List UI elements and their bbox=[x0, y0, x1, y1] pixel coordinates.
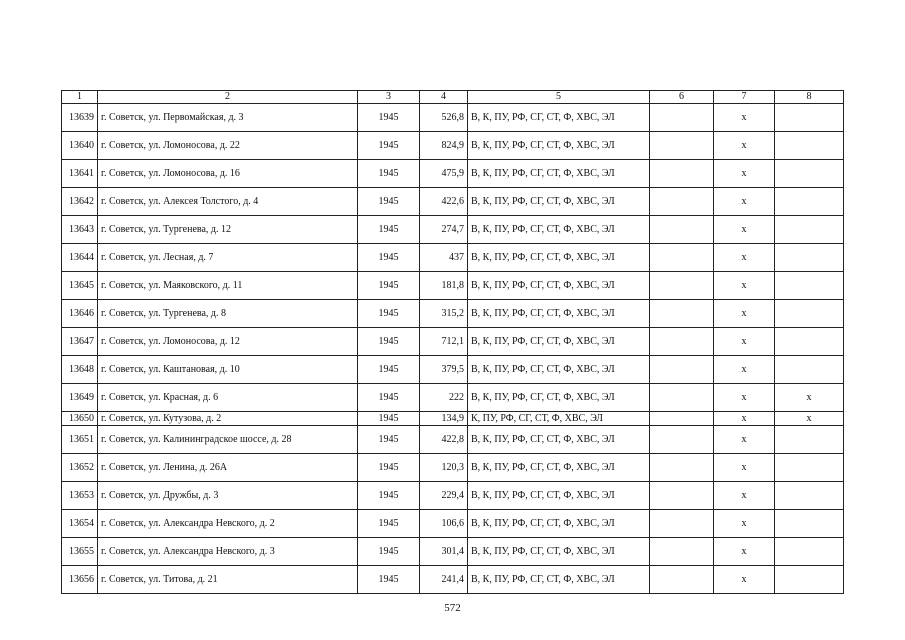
row-number: 13646 bbox=[62, 300, 98, 328]
column-header-5: 5 bbox=[468, 91, 650, 104]
area-cell: 526,8 bbox=[420, 104, 468, 132]
row-number: 13645 bbox=[62, 272, 98, 300]
year-cell: 1945 bbox=[358, 356, 420, 384]
address-cell: г. Советск, ул. Красная, д. 6 bbox=[98, 384, 358, 412]
row-number: 13656 bbox=[62, 566, 98, 594]
column-header-4: 4 bbox=[420, 91, 468, 104]
area-cell: 475,9 bbox=[420, 160, 468, 188]
column-7-cell: х bbox=[714, 244, 775, 272]
area-cell: 422,6 bbox=[420, 188, 468, 216]
column-6-cell bbox=[650, 328, 714, 356]
year-cell: 1945 bbox=[358, 566, 420, 594]
column-8-cell bbox=[775, 328, 844, 356]
area-cell: 134,9 bbox=[420, 412, 468, 426]
column-7-cell: х bbox=[714, 384, 775, 412]
works-cell: В, К, ПУ, РФ, СГ, СТ, Ф, ХВС, ЭЛ bbox=[468, 272, 650, 300]
area-cell: 222 bbox=[420, 384, 468, 412]
column-7-cell: х bbox=[714, 132, 775, 160]
row-number: 13652 bbox=[62, 454, 98, 482]
column-6-cell bbox=[650, 538, 714, 566]
column-6-cell bbox=[650, 510, 714, 538]
column-header-2: 2 bbox=[98, 91, 358, 104]
address-cell: г. Советск, ул. Титова, д. 21 bbox=[98, 566, 358, 594]
row-number: 13650 bbox=[62, 412, 98, 426]
column-8-cell bbox=[775, 160, 844, 188]
column-7-cell: х bbox=[714, 566, 775, 594]
area-cell: 301,4 bbox=[420, 538, 468, 566]
column-8-cell bbox=[775, 104, 844, 132]
year-cell: 1945 bbox=[358, 328, 420, 356]
area-cell: 422,8 bbox=[420, 426, 468, 454]
column-6-cell bbox=[650, 244, 714, 272]
column-6-cell bbox=[650, 188, 714, 216]
address-cell: г. Советск, ул. Тургенева, д. 12 bbox=[98, 216, 358, 244]
area-cell: 181,8 bbox=[420, 272, 468, 300]
address-cell: г. Советск, ул. Ломоносова, д. 16 bbox=[98, 160, 358, 188]
table-row bbox=[62, 454, 844, 482]
year-cell: 1945 bbox=[358, 160, 420, 188]
column-7-cell: х bbox=[714, 412, 775, 426]
address-cell: г. Советск, ул. Александра Невского, д. 3 bbox=[98, 538, 358, 566]
column-6-cell bbox=[650, 104, 714, 132]
column-header-7: 7 bbox=[714, 91, 775, 104]
works-cell: В, К, ПУ, РФ, СГ, СТ, Ф, ХВС, ЭЛ bbox=[468, 132, 650, 160]
year-cell: 1945 bbox=[358, 188, 420, 216]
address-cell: г. Советск, ул. Тургенева, д. 8 bbox=[98, 300, 358, 328]
address-cell: г. Советск, ул. Дружбы, д. 3 bbox=[98, 482, 358, 510]
column-8-cell bbox=[775, 300, 844, 328]
table-row bbox=[62, 132, 844, 160]
works-cell: В, К, ПУ, РФ, СГ, СТ, Ф, ХВС, ЭЛ bbox=[468, 104, 650, 132]
row-number: 13651 bbox=[62, 426, 98, 454]
column-header-8: 8 bbox=[775, 91, 844, 104]
table-row bbox=[62, 412, 844, 426]
column-7-cell: х bbox=[714, 104, 775, 132]
column-number-header-row bbox=[62, 91, 844, 104]
works-cell: В, К, ПУ, РФ, СГ, СТ, Ф, ХВС, ЭЛ bbox=[468, 300, 650, 328]
column-8-cell bbox=[775, 426, 844, 454]
works-cell: В, К, ПУ, РФ, СГ, СТ, Ф, ХВС, ЭЛ bbox=[468, 356, 650, 384]
year-cell: 1945 bbox=[358, 272, 420, 300]
works-cell: В, К, ПУ, РФ, СГ, СТ, Ф, ХВС, ЭЛ bbox=[468, 384, 650, 412]
column-8-cell bbox=[775, 216, 844, 244]
row-number: 13647 bbox=[62, 328, 98, 356]
column-7-cell: х bbox=[714, 454, 775, 482]
column-7-cell: х bbox=[714, 356, 775, 384]
row-number: 13654 bbox=[62, 510, 98, 538]
column-7-cell: х bbox=[714, 538, 775, 566]
area-cell: 229,4 bbox=[420, 482, 468, 510]
area-cell: 315,2 bbox=[420, 300, 468, 328]
works-cell: В, К, ПУ, РФ, СГ, СТ, Ф, ХВС, ЭЛ bbox=[468, 538, 650, 566]
year-cell: 1945 bbox=[358, 384, 420, 412]
row-number: 13648 bbox=[62, 356, 98, 384]
year-cell: 1945 bbox=[358, 482, 420, 510]
year-cell: 1945 bbox=[358, 300, 420, 328]
column-6-cell bbox=[650, 132, 714, 160]
column-6-cell bbox=[650, 216, 714, 244]
column-6-cell bbox=[650, 482, 714, 510]
address-cell: г. Советск, ул. Лесная, д. 7 bbox=[98, 244, 358, 272]
area-cell: 712,1 bbox=[420, 328, 468, 356]
row-number: 13643 bbox=[62, 216, 98, 244]
column-7-cell: х bbox=[714, 510, 775, 538]
year-cell: 1945 bbox=[358, 538, 420, 566]
table-row bbox=[62, 384, 844, 412]
address-cell: г. Советск, ул. Алексея Толстого, д. 4 bbox=[98, 188, 358, 216]
table-row bbox=[62, 272, 844, 300]
column-7-cell: х bbox=[714, 272, 775, 300]
column-8-cell bbox=[775, 272, 844, 300]
year-cell: 1945 bbox=[358, 244, 420, 272]
column-7-cell: х bbox=[714, 482, 775, 510]
address-cell: г. Советск, ул. Маяковского, д. 11 bbox=[98, 272, 358, 300]
area-cell: 120,3 bbox=[420, 454, 468, 482]
column-7-cell: х bbox=[714, 188, 775, 216]
works-cell: К, ПУ, РФ, СГ, СТ, Ф, ХВС, ЭЛ bbox=[468, 412, 650, 426]
table-row bbox=[62, 216, 844, 244]
area-cell: 241,4 bbox=[420, 566, 468, 594]
column-6-cell bbox=[650, 426, 714, 454]
column-8-cell bbox=[775, 454, 844, 482]
works-cell: В, К, ПУ, РФ, СГ, СТ, Ф, ХВС, ЭЛ bbox=[468, 328, 650, 356]
column-6-cell bbox=[650, 412, 714, 426]
column-8-cell bbox=[775, 538, 844, 566]
column-8-cell bbox=[775, 188, 844, 216]
works-cell: В, К, ПУ, РФ, СГ, СТ, Ф, ХВС, ЭЛ bbox=[468, 244, 650, 272]
row-number: 13649 bbox=[62, 384, 98, 412]
works-cell: В, К, ПУ, РФ, СГ, СТ, Ф, ХВС, ЭЛ bbox=[468, 454, 650, 482]
row-number: 13639 bbox=[62, 104, 98, 132]
year-cell: 1945 bbox=[358, 412, 420, 426]
table-row bbox=[62, 300, 844, 328]
row-number: 13640 bbox=[62, 132, 98, 160]
column-6-cell bbox=[650, 384, 714, 412]
column-8-cell bbox=[775, 356, 844, 384]
column-6-cell bbox=[650, 272, 714, 300]
year-cell: 1945 bbox=[358, 454, 420, 482]
area-cell: 824,9 bbox=[420, 132, 468, 160]
table-row bbox=[62, 482, 844, 510]
year-cell: 1945 bbox=[358, 216, 420, 244]
column-8-cell bbox=[775, 566, 844, 594]
table-row bbox=[62, 104, 844, 132]
year-cell: 1945 bbox=[358, 510, 420, 538]
row-number: 13644 bbox=[62, 244, 98, 272]
address-cell: г. Советск, ул. Калининградское шоссе, д. 28 bbox=[98, 426, 358, 454]
column-header-1: 1 bbox=[62, 91, 98, 104]
area-cell: 379,5 bbox=[420, 356, 468, 384]
address-cell: г. Советск, ул. Александра Невского, д. 2 bbox=[98, 510, 358, 538]
row-number: 13655 bbox=[62, 538, 98, 566]
column-6-cell bbox=[650, 454, 714, 482]
column-7-cell: х bbox=[714, 426, 775, 454]
address-cell: г. Советск, ул. Ломоносова, д. 22 bbox=[98, 132, 358, 160]
works-cell: В, К, ПУ, РФ, СГ, СТ, Ф, ХВС, ЭЛ bbox=[468, 426, 650, 454]
table-row bbox=[62, 538, 844, 566]
area-cell: 437 bbox=[420, 244, 468, 272]
column-6-cell bbox=[650, 356, 714, 384]
column-7-cell: х bbox=[714, 328, 775, 356]
works-cell: В, К, ПУ, РФ, СГ, СТ, Ф, ХВС, ЭЛ bbox=[468, 482, 650, 510]
address-cell: г. Советск, ул. Ломоносова, д. 12 bbox=[98, 328, 358, 356]
row-number: 13641 bbox=[62, 160, 98, 188]
works-cell: В, К, ПУ, РФ, СГ, СТ, Ф, ХВС, ЭЛ bbox=[468, 216, 650, 244]
column-6-cell bbox=[650, 300, 714, 328]
column-8-cell bbox=[775, 244, 844, 272]
column-header-6: 6 bbox=[650, 91, 714, 104]
table-row bbox=[62, 328, 844, 356]
works-cell: В, К, ПУ, РФ, СГ, СТ, Ф, ХВС, ЭЛ bbox=[468, 188, 650, 216]
table-row bbox=[62, 188, 844, 216]
row-number: 13642 bbox=[62, 188, 98, 216]
address-cell: г. Советск, ул. Ленина, д. 26А bbox=[98, 454, 358, 482]
table-row bbox=[62, 566, 844, 594]
column-7-cell: х bbox=[714, 300, 775, 328]
column-6-cell bbox=[650, 160, 714, 188]
column-8-cell bbox=[775, 132, 844, 160]
table-row bbox=[62, 160, 844, 188]
page-number: 572 bbox=[444, 602, 461, 614]
column-header-3: 3 bbox=[358, 91, 420, 104]
year-cell: 1945 bbox=[358, 132, 420, 160]
table-row bbox=[62, 356, 844, 384]
year-cell: 1945 bbox=[358, 104, 420, 132]
address-cell: г. Советск, ул. Каштановая, д. 10 bbox=[98, 356, 358, 384]
table-row bbox=[62, 244, 844, 272]
column-8-cell: х bbox=[775, 412, 844, 426]
address-cell: г. Советск, ул. Кутузова, д. 2 bbox=[98, 412, 358, 426]
column-7-cell: х bbox=[714, 216, 775, 244]
column-7-cell: х bbox=[714, 160, 775, 188]
works-cell: В, К, ПУ, РФ, СГ, СТ, Ф, ХВС, ЭЛ bbox=[468, 566, 650, 594]
column-6-cell bbox=[650, 566, 714, 594]
works-cell: В, К, ПУ, РФ, СГ, СТ, Ф, ХВС, ЭЛ bbox=[468, 510, 650, 538]
area-cell: 106,6 bbox=[420, 510, 468, 538]
column-8-cell: х bbox=[775, 384, 844, 412]
year-cell: 1945 bbox=[358, 426, 420, 454]
table-row bbox=[62, 426, 844, 454]
housing-register-table bbox=[61, 90, 844, 594]
row-number: 13653 bbox=[62, 482, 98, 510]
area-cell: 274,7 bbox=[420, 216, 468, 244]
table-row bbox=[62, 510, 844, 538]
address-cell: г. Советск, ул. Первомайская, д. 3 bbox=[98, 104, 358, 132]
works-cell: В, К, ПУ, РФ, СГ, СТ, Ф, ХВС, ЭЛ bbox=[468, 160, 650, 188]
column-8-cell bbox=[775, 510, 844, 538]
column-8-cell bbox=[775, 482, 844, 510]
